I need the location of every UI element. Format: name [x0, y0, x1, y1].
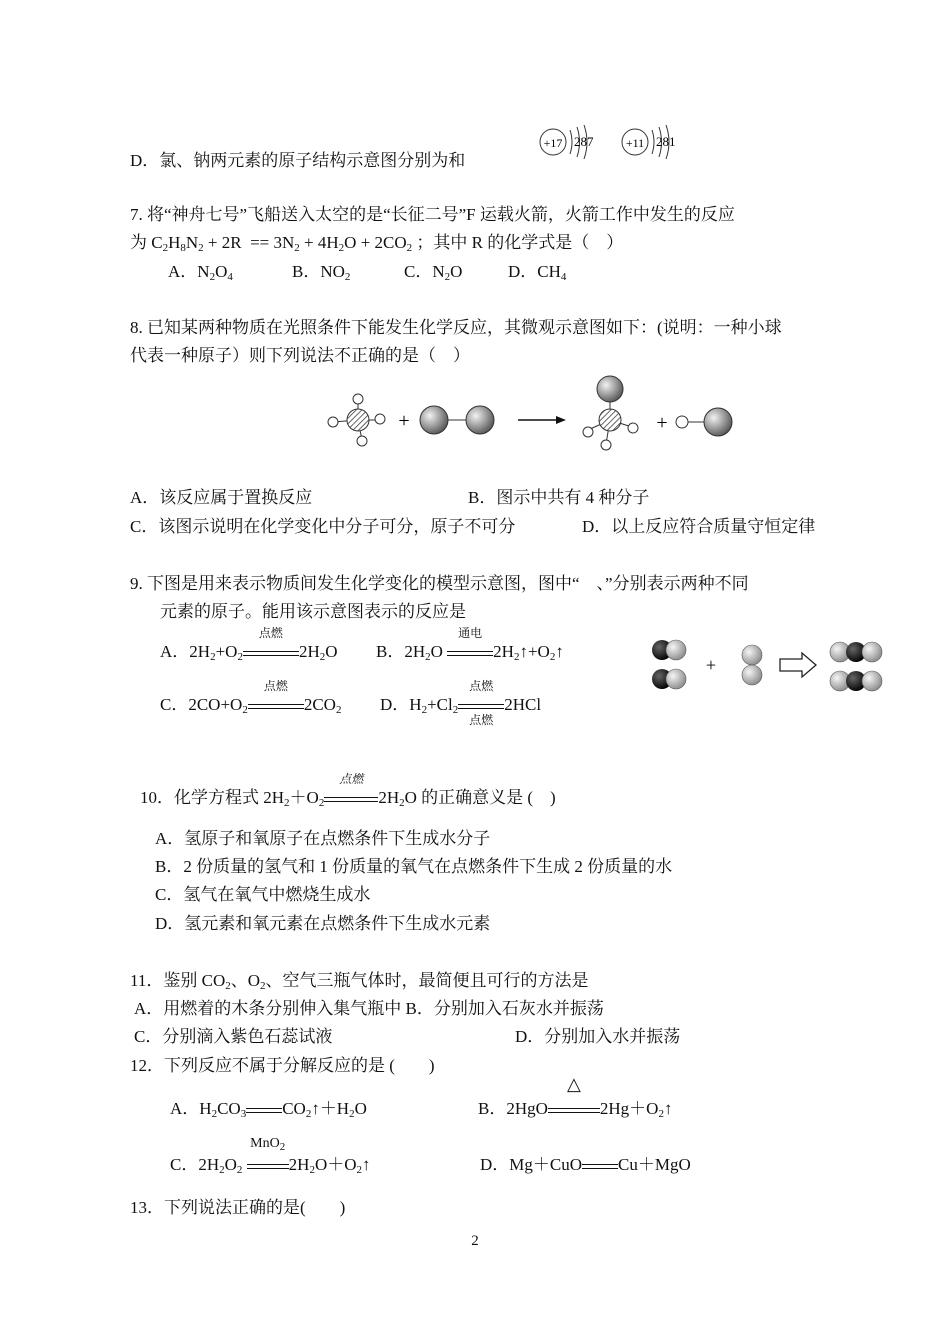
- sodium-atom-structure-diagram: [618, 124, 688, 160]
- page-number: 2: [471, 1233, 479, 1249]
- q8-stem-line2: 代表一种原子）则下列说法不正确的是（ ）: [130, 346, 470, 365]
- q9-stem-line2: 元素的原子。能用该示意图表示的反应是: [160, 602, 466, 621]
- na-shell-electrons: 281: [656, 134, 676, 149]
- q12-option-a: A．$H_2CO_3$ $CO_2↑+H_2O$: [170, 1099, 367, 1120]
- q7-option-d: D．$CH_4$: [508, 262, 567, 283]
- q8-stem-line1: 8. 已知某两种物质在光照条件下能发生化学反应，其微观示意图如下：(说明：一种小球: [130, 318, 782, 337]
- q9-option-b: B．$2H_2O$ 通电 $2H_2↑+O_2↑$: [376, 626, 564, 663]
- reactant-diatomic-molecule: [420, 406, 494, 434]
- q10-option-b: B．2 份质量的氢气和 1 份质量的氧气在点燃条件下生成 2 份质量的水: [155, 857, 673, 876]
- q10-option-a: A．氢原子和氧原子在点燃条件下生成水分子: [155, 829, 491, 848]
- q11-options-ab: A．用燃着的木条分别伸入集气瓶中 B．分别加入石灰水并振荡: [134, 999, 604, 1018]
- q9-option-a: A．$2H_2+O_2$ 点燃 $2H_2O$: [160, 626, 338, 663]
- q11-option-c: C．分别滴入紫色石蕊试液: [134, 1027, 333, 1046]
- q12-option-d: D．Mg＋CuO Cu＋MgO: [480, 1155, 691, 1174]
- reaction-arrow: [518, 416, 566, 424]
- product-small-diatomic-molecule: [676, 408, 732, 436]
- q8-option-d: D．以上反应符合质量守恒定律: [582, 517, 816, 536]
- svg-text:+: +: [398, 410, 410, 432]
- q12-option-c: C．$2H_2O_2$ MnO$_2$ $2H_2O+O_2↑$: [170, 1136, 371, 1176]
- q8-option-a: A．该反应属于置换反应: [130, 488, 313, 507]
- q9-option-d: D．$H_2+Cl_2$ 点燃 点燃 2HCl: [380, 679, 542, 727]
- q12-stem: 12．下列反应不属于分解反应的是 ( ): [130, 1056, 435, 1075]
- q7-stem-line1: 7. 将“神舟七号”飞船送入太空的是“长征二号”F 运载火箭，火箭工作中发生的反应: [130, 205, 735, 224]
- q12-option-b: B．2HgO △ $2Hg+O_2↑$: [478, 1074, 673, 1120]
- q8-microscopic-reaction-diagram: [320, 372, 740, 452]
- svg-text:+: +: [656, 412, 668, 434]
- q11-option-d: D．分别加入水并振荡: [515, 1027, 681, 1046]
- product-substituted-molecule: [583, 376, 638, 450]
- reactant-methane-molecule: [328, 394, 385, 446]
- chlorine-atom-structure-diagram: [536, 124, 606, 160]
- q10-option-c: C．氢气在氧气中燃烧生成水: [155, 885, 371, 904]
- q9-model-diagram: [644, 635, 890, 695]
- q7-option-a: A．$N_2O_4$: [168, 262, 233, 283]
- q8-option-c: C．该图示说明在化学变化中分子可分，原子不可分: [130, 517, 516, 536]
- q9-stem-line1: 9. 下图是用来表示物质间发生化学变化的模型示意图，图中“ 、”分别表示两种不同: [130, 574, 749, 593]
- cl-nucleus-label: +17: [543, 136, 563, 150]
- q7-option-b: B．$NO_2$: [292, 262, 351, 283]
- q7-option-c: C．$N_2O$: [404, 262, 463, 283]
- cl-shell-electrons: 287: [574, 134, 594, 149]
- q10-option-d: D．氢元素和氧元素在点燃条件下生成水元素: [155, 914, 491, 933]
- q13-stem: 13．下列说法正确的是( ): [130, 1198, 346, 1217]
- q6-option-d: D．氯、钠两元素的原子结构示意图分别为和: [130, 151, 466, 170]
- q8-option-b: B．图示中共有 4 种分子: [468, 488, 650, 507]
- q11-stem: 11．鉴别 $CO_2$、$O_2$、空气三瓶气体时，最简便且可行的方法是: [130, 971, 589, 992]
- q10-stem: 10．化学方程式 $2H_2+O_2$ 点燃 $2H_2O$ 的正确意义是 ( ): [140, 772, 556, 809]
- na-nucleus-label: +11: [625, 136, 645, 150]
- q9-option-c: C．$2CO+O_2$ 点燃 $2CO_2$: [160, 679, 342, 716]
- svg-text:+: +: [705, 655, 717, 675]
- q7-stem-line2: 为 $C_2H_8N_2 + 2R == 3N_2 + 4H_2O + 2CO_2$ ；其中 R 的化学式是（ ）: [130, 233, 624, 254]
